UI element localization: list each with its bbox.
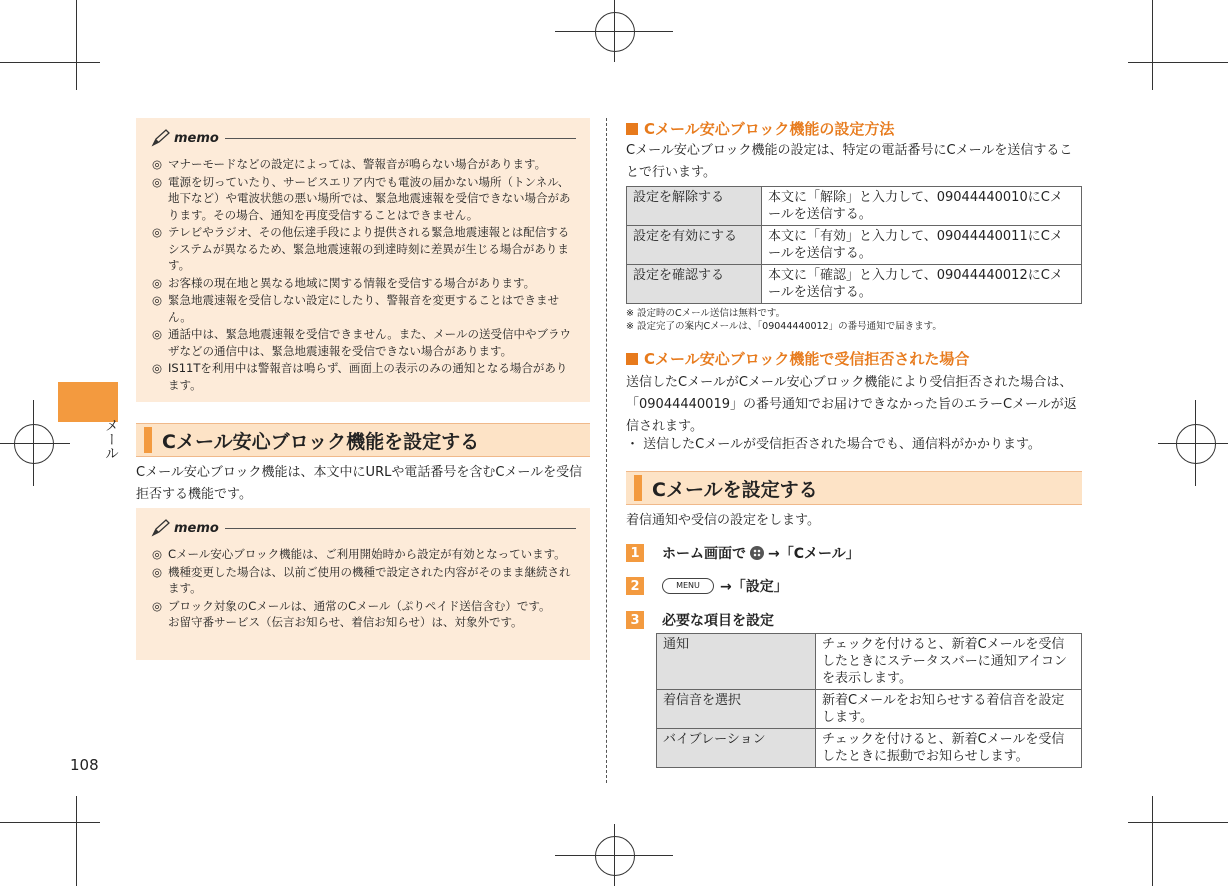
table-row: 設定を有効にする 本文に「有効」と入力して、09044440011にCメールを送信する。: [627, 226, 1082, 265]
list-item: ◎ お客様の現在地と異なる地域に関する情報を受信する場合があります。: [150, 275, 576, 292]
step-2: 2 MENU →「設定」: [626, 576, 788, 596]
list-item: ◎ テレビやラジオ、その他伝達手段により提供される緊急地震速報とは配信するシステムが異なるため、緊急地震速報の到達時刻に差異が生じる場合があります。: [150, 224, 576, 274]
list-item: ◎ 緊急地震速報を受信しない設定にしたり、警報音を変更することはできません。: [150, 292, 576, 325]
section-title: Cメール安心ブロック機能を設定する: [162, 430, 480, 453]
page-number: 108: [70, 756, 99, 774]
memo-label: memo: [174, 520, 219, 536]
list-item: ◎ 電源を切っていたり、サービスエリア内でも電波の届かない場所（トンネル、地下など）や電波状態の悪い場所では、緊急地震速報を受信できない場合があります。その場合、通知を再度受信することはできません。: [150, 174, 576, 224]
memo-rule: [225, 528, 576, 529]
howto-notes: [626, 307, 1082, 333]
table-row: 設定を解除する 本文に「解除」と入力して、09044440010にCメールを送信する。: [627, 187, 1082, 226]
note-line: ※ 設定時のCメール送信は無料です。: [626, 308, 786, 319]
rejected-bullet: ・ 送信したCメールが受信拒否された場合でも、通信料がかかります。: [626, 437, 1041, 452]
table-row: 着信音を選択 新着Cメールをお知らせする着信音を設定します。: [657, 690, 1082, 729]
pencil-icon: [150, 518, 172, 538]
pencil-icon: [150, 128, 172, 148]
list-item: ◎ マナーモードなどの設定によっては、警報音が鳴らない場合があります。: [150, 156, 576, 173]
table-row: バイブレーション チェックを付けると、新着Cメールを受信したときに振動でお知らせします。: [657, 729, 1082, 768]
apps-icon: [750, 546, 764, 560]
memo-list-2: [150, 546, 576, 631]
square-bullet-icon: [626, 123, 638, 135]
list-item: ◎ Cメール安心ブロック機能は、ご利用開始時から設定が有効となっています。: [150, 546, 576, 563]
note-line: ※ 設定完了の案内Cメールは、「09044440012」の番号通知で届きます。: [626, 321, 942, 332]
settings-table: [656, 633, 1082, 768]
section-title: Cメールを設定する: [652, 478, 818, 501]
step-1: 1 ホーム画面で →「Cメール」: [626, 543, 860, 563]
list-item: ◎ 機種変更した場合は、以前ご使用の機種で設定された内容がそのまま継続されます。: [150, 564, 576, 597]
rejected-body: 送信したCメールがCメール安心ブロック機能により受信拒否された場合は、「09044440019」の番号通知でお届けできなかった旨のエラーCメールが返信されます。: [626, 375, 1077, 434]
step-3: 3 必要な項目を設定: [626, 610, 774, 630]
section-heading-block: [136, 423, 590, 457]
memo-box-1: [136, 118, 590, 402]
section-heading-block: [626, 471, 1082, 505]
menu-key-icon: MENU: [662, 578, 714, 594]
list-item: ◎ ブロック対象のCメールは、通常のCメール（ぷりペイド送信含む）です。 お留守番サービス（伝言お知らせ、着信お知らせ）は、対象外です。: [150, 598, 576, 631]
table-row: 通知 チェックを付けると、新着Cメールを受信したときにステータスバーに通知アイコンを表示します。: [657, 634, 1082, 690]
rejected-heading: Cメール安心ブロック機能で受信拒否された場合: [626, 348, 969, 369]
heading-bar: [144, 427, 152, 453]
section-intro: Cメール安心ブロック機能は、本文中にURLや電話番号を含むCメールを受信拒否する機能です。: [136, 465, 583, 502]
memo-box-2: [136, 508, 590, 660]
memo-rule: [225, 138, 576, 139]
list-item: ◎ IS11Tを利用中は警報音は鳴らず、画面上の表示のみの通知となる場合があります。: [150, 360, 576, 393]
howto-intro: Cメール安心ブロック機能の設定は、特定の電話番号にCメールを送信することで行います。: [626, 143, 1073, 180]
howto-table: [626, 186, 1082, 304]
chapter-tab: [58, 382, 118, 422]
chapter-label: メール: [103, 418, 119, 460]
square-bullet-icon: [626, 353, 638, 365]
memo-label: memo: [174, 130, 219, 146]
column-divider: [606, 118, 607, 783]
memo-list-1: [150, 156, 576, 393]
table-row: 設定を確認する 本文に「確認」と入力して、09044440012にCメールを送信する。: [627, 265, 1082, 304]
howto-heading: Cメール安心ブロック機能の設定方法: [626, 118, 894, 139]
heading-bar: [634, 475, 642, 501]
list-item: ◎ 通話中は、緊急地震速報を受信できません。また、メールの送受信中やブラウザなどの通信中は、緊急地震速報を受信できない場合があります。: [150, 326, 576, 359]
section2-intro: 着信通知や受信の設定をします。: [626, 513, 820, 528]
